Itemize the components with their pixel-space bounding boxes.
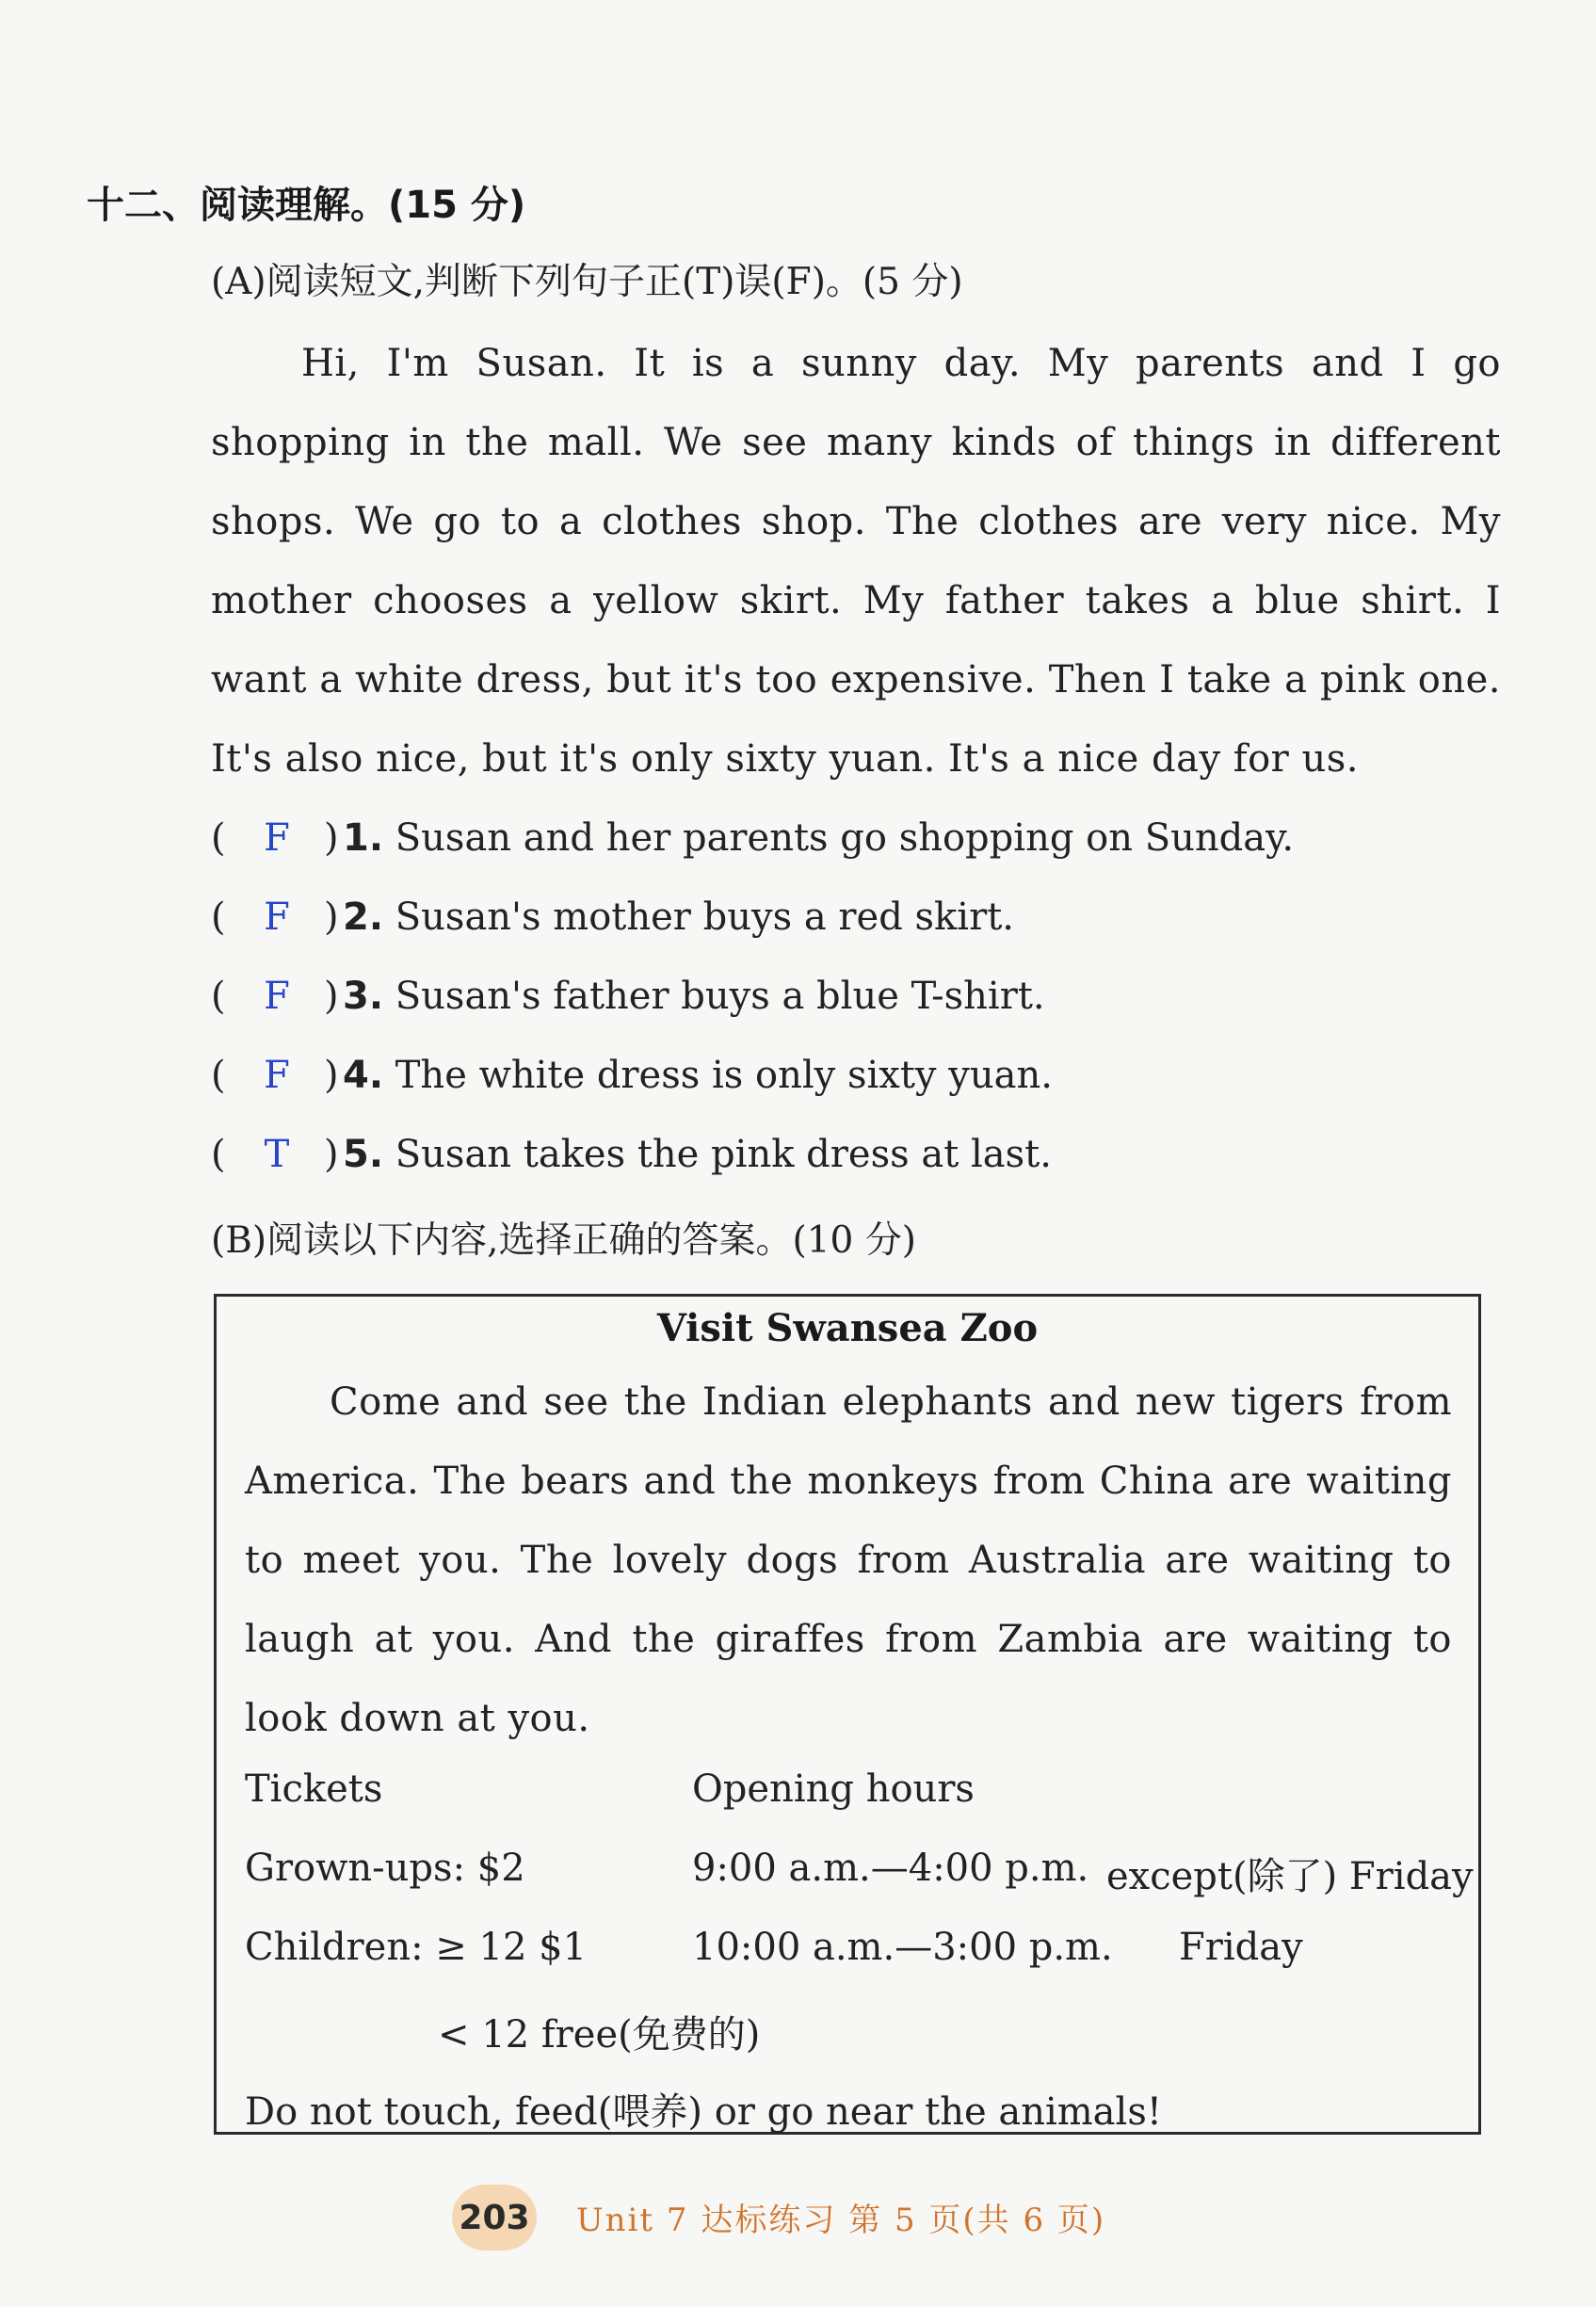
part-b-instruction: (B)阅读以下内容,选择正确的答案。(10 分) bbox=[211, 1219, 916, 1262]
question-number: 3. bbox=[343, 975, 384, 1018]
question-number: 5. bbox=[343, 1133, 384, 1176]
question-number: 4. bbox=[343, 1054, 384, 1097]
question-item bbox=[211, 1115, 1294, 1194]
close-paren: ) bbox=[324, 975, 339, 1018]
zoo-notice-box bbox=[214, 1294, 1481, 2135]
page-number-badge: 203 bbox=[452, 2185, 537, 2251]
question-text: Susan's father buys a blue T-shirt. bbox=[383, 975, 1045, 1018]
answer-mark: F bbox=[264, 816, 290, 860]
children-price: Children: ≥ 12 $1 bbox=[245, 1926, 588, 1969]
grownups-price: Grown-ups: $2 bbox=[245, 1847, 525, 1890]
close-paren: ) bbox=[324, 816, 339, 860]
close-paren: ) bbox=[324, 1054, 339, 1097]
question-text: Susan and her parents go shopping on Sunday. bbox=[383, 816, 1295, 860]
question-item bbox=[211, 799, 1294, 878]
question-item bbox=[211, 878, 1294, 957]
question-text: The white dress is only sixty yuan. bbox=[383, 1054, 1053, 1097]
open-paren: ( bbox=[211, 1133, 226, 1176]
question-text: Susan takes the pink dress at last. bbox=[383, 1133, 1052, 1176]
open-paren: ( bbox=[211, 816, 226, 860]
part-a-passage-text: Hi, I'm Susan. It is a sunny day. My parents and I go shopping in the mall. We see many kinds of things in different shops. We go to a clothes shop. The clothes are very nice. My mother chooses a yellow skirt. My father takes a blue shirt. I want a white dress, but it's too expensive. Then I take a pink one. It's also nice, but it's only sixty yuan. It's a nice day for us. bbox=[211, 342, 1501, 781]
part-a-instruction: (A)阅读短文,判断下列句子正(T)误(F)。(5 分) bbox=[211, 261, 963, 303]
friday-hours-note: Friday bbox=[1179, 1926, 1303, 1969]
answer-mark: F bbox=[264, 975, 290, 1018]
children-free: < 12 free(免费的) bbox=[438, 2013, 761, 2057]
friday-hours: 10:00 a.m.—3:00 p.m. bbox=[692, 1926, 1113, 1969]
weekday-hours: 9:00 a.m.—4:00 p.m. bbox=[692, 1847, 1089, 1890]
open-paren: ( bbox=[211, 895, 226, 939]
close-paren: ) bbox=[324, 895, 339, 939]
answer-mark: F bbox=[264, 1054, 290, 1097]
open-paren: ( bbox=[211, 975, 226, 1018]
zoo-rules: Do not touch, feed(喂养) or go near the animals! bbox=[245, 2090, 1162, 2134]
tickets-label: Tickets bbox=[245, 1767, 383, 1811]
answer-mark: F bbox=[264, 895, 290, 939]
question-list bbox=[211, 799, 1294, 1194]
answer-mark: T bbox=[264, 1133, 290, 1176]
question-item bbox=[211, 957, 1294, 1036]
zoo-notice-text: Come and see the Indian elephants and new tigers from America. The bears and the monkeys from China are waiting to meet you. The lovely dogs from Australia are waiting to laugh at you. And the giraffes from Zambia are waiting to look down at you. bbox=[245, 1380, 1452, 1740]
zoo-notice-passage bbox=[245, 1363, 1452, 1758]
zoo-notice-title: Visit Swansea Zoo bbox=[656, 1306, 1039, 1350]
opening-hours-label: Opening hours bbox=[692, 1767, 975, 1811]
question-number: 1. bbox=[343, 816, 384, 860]
question-item bbox=[211, 1036, 1294, 1115]
question-text: Susan's mother buys a red skirt. bbox=[383, 895, 1014, 939]
part-a-passage bbox=[211, 324, 1501, 799]
footer-unit-label: Unit 7 达标练习 第 5 页(共 6 页) bbox=[576, 2202, 1106, 2239]
weekday-hours-note: except(除了) Friday bbox=[1106, 1855, 1474, 1898]
section-title: 十二、阅读理解。(15 分) bbox=[87, 184, 526, 227]
close-paren: ) bbox=[324, 1133, 339, 1176]
open-paren: ( bbox=[211, 1054, 226, 1097]
question-number: 2. bbox=[343, 895, 384, 939]
